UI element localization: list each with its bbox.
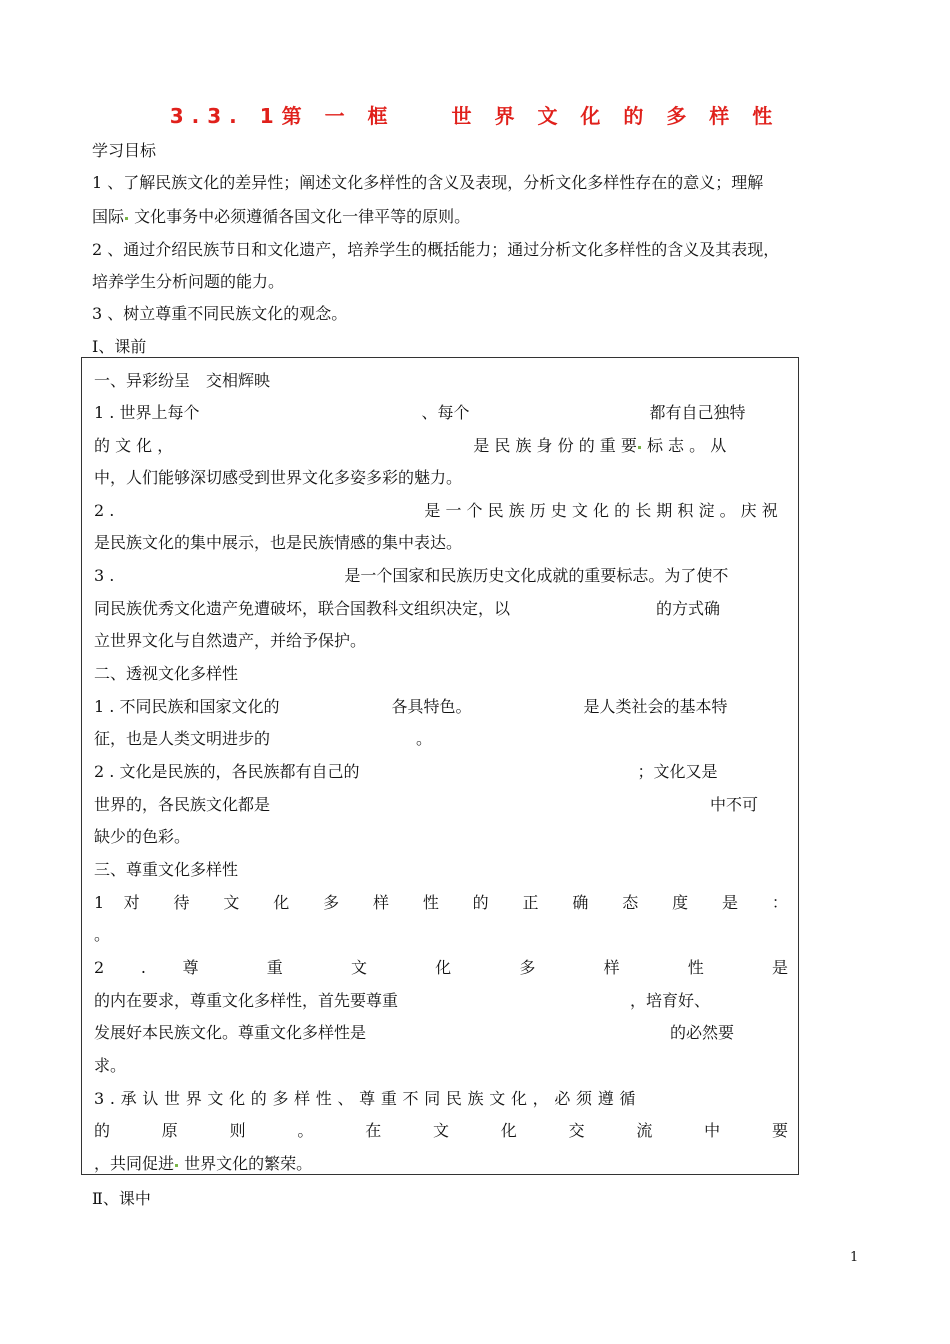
r1-line-2: 。 [94,925,111,944]
r2-line-3: 发展好本民族文化。尊重文化多样性是 的必然要 [94,1023,735,1042]
box-heading-3: 三、尊重文化多样性 [94,860,239,879]
p2-line-1: 2 . 是 一 个 民 族 历 史 文 化 的 长 期 积 淀 。 庆 祝 [94,501,778,520]
page-title: 3.3. 1第 一 框 世 界 文 化 的 多 样 性 [169,104,781,128]
p2-line-2: 是民族文化的集中展示，也是民族情感的集中表达。 [94,533,463,552]
q2-line-1: 2 . 文化是民族的，各民族都有自己的 ；文化又是 [94,762,718,781]
r2-line-1: 2 . 尊 重 文 化 多 样 性 是 [94,958,788,977]
dot-mark [175,1164,178,1167]
section-pre-class: Ⅰ、课前 [92,337,147,356]
p1-line-3: 中，人们能够深切感受到世界文化多姿多彩的魅力。 [94,468,463,487]
pre-class-box [81,357,799,1175]
r3-line-2: 的 原 则 。 在 文 化 交 流 中 要 [94,1121,788,1140]
p3-line-2: 同民族优秀文化遗产免遭破坏，联合国教科文组织决定，以 的方式确 [94,599,721,618]
r3-line-3: ，共同促进 世界文化的繁荣。 [94,1154,313,1173]
p1-line-1: 1 . 世界上每个 、每个 都有自己独特 [94,403,746,422]
section-in-class: Ⅱ、课中 [92,1189,151,1208]
r2-line-4: 求。 [94,1056,127,1075]
r3-line-1: 3 . 承 认 世 界 文 化 的 多 样 性 、 尊 重 不 同 民 族 文 化 ， 必 须 遵 循 [94,1089,636,1108]
r1-line-1: 1 对 待 文 化 多 样 性 的 正 确 态 度 是 ： [94,893,788,912]
q1-line-1: 1 . 不同民族和国家文化的 各具特色。 是人类社会的基本特 [94,697,728,716]
goal-1-line-2: 国际 文化事务中必须遵循各国文化一律平等的原则。 [92,207,471,226]
p3-line-1: 3 . 是一个国家和民族历史文化成就的重要标志。为了使不 [94,566,729,585]
box-heading-2: 二、透视文化多样性 [94,664,239,683]
p3-line-3: 立世界文化与自然遗产，并给予保护。 [94,631,367,650]
goal-2-line-1: 2 、通过介绍民族节日和文化遗产，培养学生的概括能力；通过分析文化多样性的含义及其表现， [92,240,780,259]
goals-heading: 学习目标 [92,141,157,160]
q2-line-3: 缺少的色彩。 [94,827,191,846]
dot-mark [125,217,128,220]
goal-2-line-2: 培养学生分析问题的能力。 [92,272,285,291]
goal-1-line-1: 1 、了解民族文化的差异性；阐述文化多样性的含义及表现，分析文化多样性存在的意义；理解 [92,173,764,192]
dot-mark [638,446,641,449]
p1-line-2: 的 文 化 ， 是 民 族 身 份 的 重 要 标 志 。 从 [94,436,727,455]
r2-line-2: 的内在要求，尊重文化多样性，首先要尊重 ，培育好、 [94,991,711,1010]
page-number: 1 [850,1250,859,1265]
q1-line-2: 征，也是人类文明进步的 。 [94,729,433,748]
q2-line-2: 世界的，各民族文化都是 中不可 [94,795,759,814]
box-heading-1: 一、异彩纷呈 交相辉映 [94,371,271,390]
goal-3: 3 、树立尊重不同民族文化的观念。 [92,304,348,323]
